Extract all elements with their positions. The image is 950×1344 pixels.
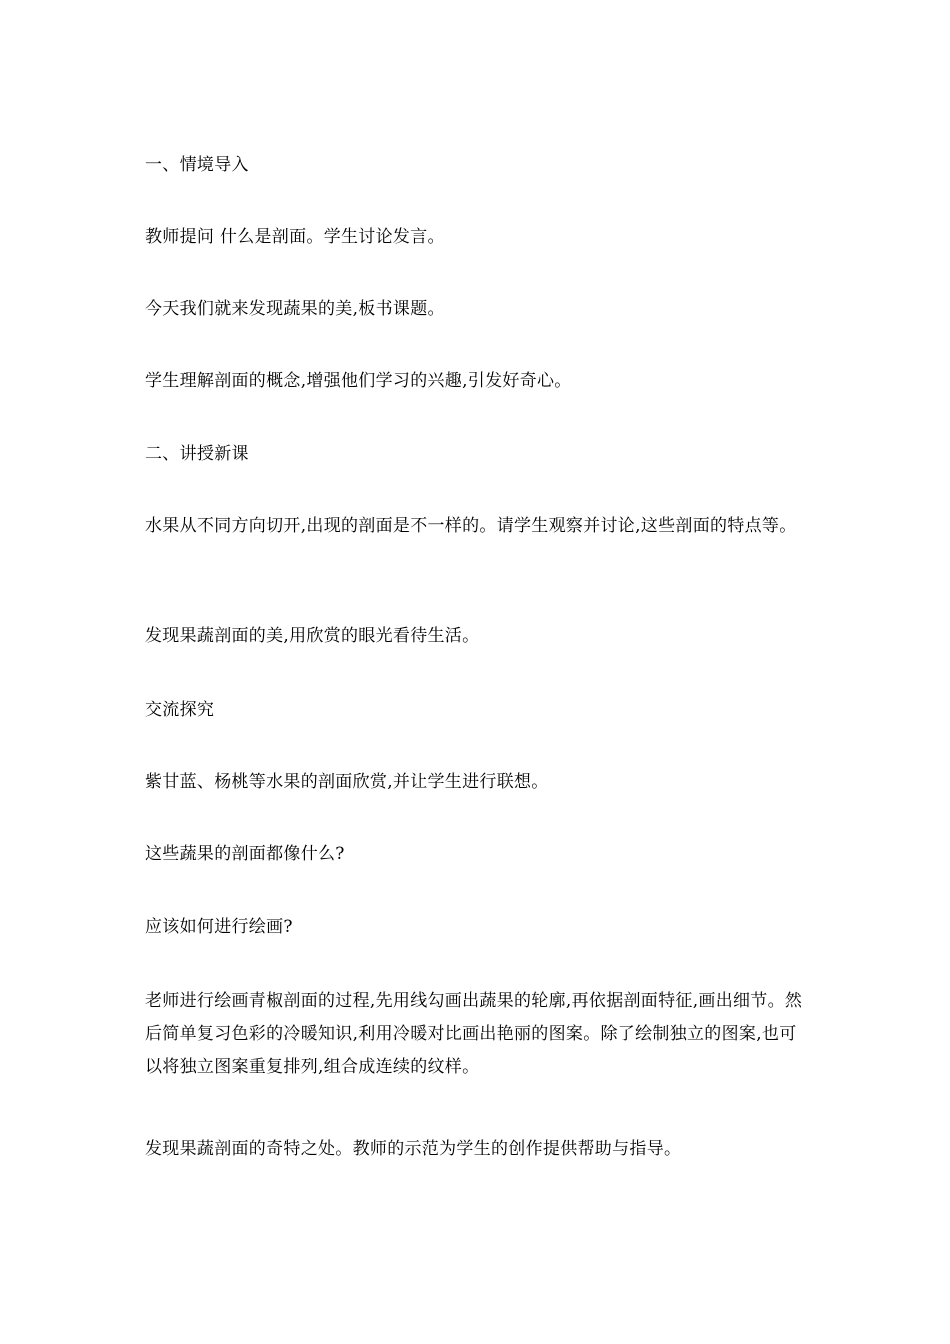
section-heading-new-lesson: 二、讲授新课 — [145, 444, 249, 464]
paragraph-question-draw: 应该如何进行绘画? — [145, 917, 293, 937]
paragraph-topic: 今天我们就来发现蔬果的美,板书课题。 — [145, 299, 445, 319]
paragraph-exchange-explore: 交流探究 — [145, 700, 215, 720]
paragraph-demonstration: 老师进行绘画青椒剖面的过程,先用线勾画出蔬果的轮廓,再依据剖面特征,画出细节。然后简单复习色彩的冷暖知识,利用冷暖对比画出艳丽的图案。除了绘制独立的图案,也可以将独立图案重复排列,组合成连续的纹样。 — [145, 991, 803, 1077]
paragraph-cut-directions: 水果从不同方向切开,出现的剖面是不一样的。请学生观察并讨论,这些剖面的特点等。 — [145, 516, 797, 536]
paragraph-concept: 学生理解剖面的概念,增强他们学习的兴趣,引发好奇心。 — [145, 371, 572, 391]
paragraph-question-like: 这些蔬果的剖面都像什么? — [145, 844, 345, 864]
paragraph-appreciation: 紫甘蓝、杨桃等水果的剖面欣赏,并让学生进行联想。 — [145, 772, 549, 792]
paragraph-teacher-question: 教师提问 什么是剖面。学生讨论发言。 — [145, 227, 445, 247]
section-heading-intro: 一、情境导入 — [145, 155, 249, 175]
paragraph-summary: 发现果蔬剖面的奇特之处。教师的示范为学生的创作提供帮助与指导。 — [145, 1139, 682, 1159]
paragraph-beauty: 发现果蔬剖面的美,用欣赏的眼光看待生活。 — [145, 626, 480, 646]
